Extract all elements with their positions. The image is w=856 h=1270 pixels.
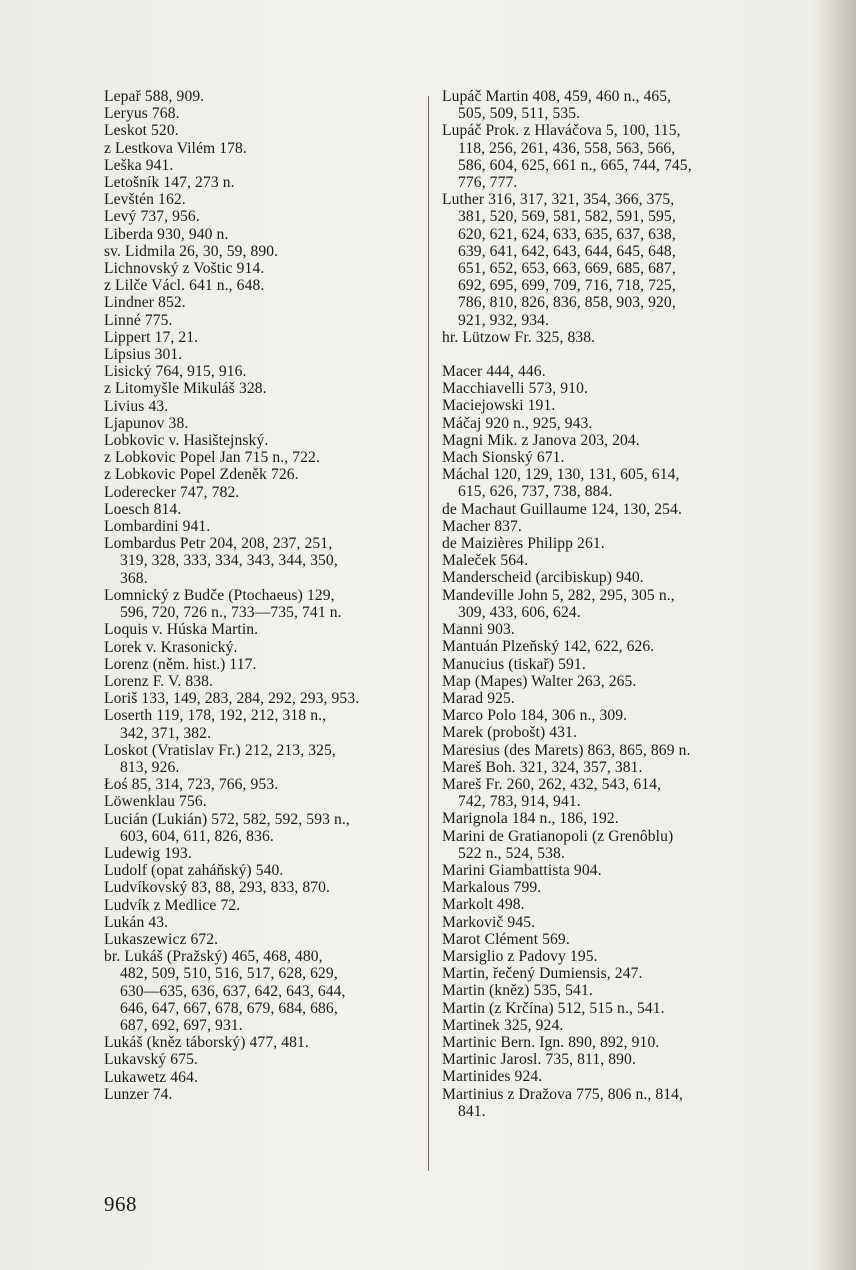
index-entry xyxy=(442,931,754,948)
index-entry xyxy=(104,105,422,122)
entry-line: Máchal 120, 129, 130, 131, 605, 614, xyxy=(442,466,680,484)
index-entry xyxy=(104,639,422,656)
entry-continuation-line: 776, 777. xyxy=(458,174,518,192)
index-entry xyxy=(442,742,754,759)
entry-line: de Maizières Philipp 261. xyxy=(442,535,605,553)
entry-line: Lindner 852. xyxy=(104,294,186,312)
entry-line: z Litomyšle Mikuláš 328. xyxy=(104,380,267,398)
entry-line: Markolt 498. xyxy=(442,896,525,914)
index-entry xyxy=(104,88,422,105)
index-entry xyxy=(442,810,754,827)
index-entry xyxy=(442,896,754,913)
entry-continuation-line: 646, 647, 667, 678, 679, 684, 686, xyxy=(120,999,338,1017)
entry-continuation-line: 620, 621, 624, 633, 635, 637, 638, xyxy=(458,225,676,243)
entry-line: Marignola 184 n., 186, 192. xyxy=(442,810,619,828)
entry-line: z Lestkova Vilém 178. xyxy=(104,139,247,157)
entry-line: Lipsius 301. xyxy=(104,346,183,364)
entry-line: Łoś 85, 314, 723, 766, 953. xyxy=(104,776,279,794)
index-entry xyxy=(442,1000,754,1017)
index-entry xyxy=(442,1086,754,1120)
index-entry xyxy=(104,1069,422,1086)
index-entry xyxy=(442,363,754,380)
index-entry xyxy=(104,122,422,139)
index-entry xyxy=(104,191,422,208)
entry-line: Markovič 945. xyxy=(442,913,536,931)
index-entry xyxy=(442,776,754,810)
entry-line: Loskot (Vratislav Fr.) 212, 213, 325, xyxy=(104,741,336,759)
entry-line: Lunzer 74. xyxy=(104,1085,173,1103)
index-entry xyxy=(442,415,754,432)
entry-line: Lippert 17, 21. xyxy=(104,328,199,346)
index-entry xyxy=(442,673,754,690)
entry-continuation-line: 586, 604, 625, 661 n., 665, 744, 745, xyxy=(458,156,692,174)
index-entry xyxy=(104,948,422,1034)
entry-line: Máčaj 920 n., 925, 943. xyxy=(442,414,593,432)
index-entry xyxy=(442,828,754,862)
index-entry xyxy=(104,398,422,415)
index-entry xyxy=(104,914,422,931)
index-entry xyxy=(104,346,422,363)
index-entry xyxy=(442,656,754,673)
entry-line: Martinius z Dražova 775, 806 n., 814, xyxy=(442,1085,684,1103)
index-entry xyxy=(104,277,422,294)
entry-line: Lichnovský z Voštic 914. xyxy=(104,260,265,278)
index-entry xyxy=(104,260,422,277)
index-entry xyxy=(442,432,754,449)
index-entry xyxy=(104,793,422,810)
index-entry xyxy=(442,569,754,586)
index-entry xyxy=(104,208,422,225)
index-entry xyxy=(442,501,754,518)
index-entry xyxy=(442,1051,754,1068)
entry-line: Loriš 133, 149, 283, 284, 292, 293, 953. xyxy=(104,690,360,708)
entry-continuation-line: 309, 433, 606, 624. xyxy=(458,603,581,621)
page-number: 968 xyxy=(104,1192,137,1216)
index-entry xyxy=(104,226,422,243)
entry-continuation-line: 630—635, 636, 637, 642, 643, 644, xyxy=(120,982,346,1000)
entry-line: Loderecker 747, 782. xyxy=(104,483,240,501)
entry-continuation-line: 118, 256, 261, 436, 558, 563, 566, xyxy=(458,139,676,157)
entry-line: Ludvík z Medlice 72. xyxy=(104,896,241,914)
entry-line: Lorek v. Krasonický. xyxy=(104,638,238,656)
entry-line: Luther 316, 317, 321, 354, 366, 375, xyxy=(442,191,675,209)
entry-line: Lucián (Lukián) 572, 582, 592, 593 n., xyxy=(104,810,350,828)
entry-line: Martin, řečený Dumiensis, 247. xyxy=(442,965,643,983)
entry-line: Manni 903. xyxy=(442,621,515,639)
index-entry xyxy=(104,776,422,793)
entry-line: Lukawetz 464. xyxy=(104,1068,198,1086)
index-entry xyxy=(442,552,754,569)
index-entry xyxy=(104,157,422,174)
index-entry xyxy=(104,690,422,707)
index-entry xyxy=(104,484,422,501)
index-entry xyxy=(442,759,754,776)
entry-line: Levštén 162. xyxy=(104,191,186,209)
entry-line: Martinic Bern. Ign. 890, 892, 910. xyxy=(442,1033,660,1051)
index-entry xyxy=(442,914,754,931)
entry-line: Marsiglio z Padovy 195. xyxy=(442,947,598,965)
entry-continuation-line: 505, 509, 511, 535. xyxy=(458,105,581,123)
entry-continuation-line: 482, 509, 510, 516, 517, 628, 629, xyxy=(120,965,338,983)
entry-line: Map (Mapes) Walter 263, 265. xyxy=(442,672,637,690)
column-divider xyxy=(428,96,429,1171)
entry-line: Mareš Fr. 260, 262, 432, 543, 614, xyxy=(442,775,662,793)
index-entry xyxy=(104,742,422,776)
entry-continuation-line: 603, 604, 611, 826, 836. xyxy=(120,827,274,845)
entry-line: Maleček 564. xyxy=(442,552,529,570)
entry-continuation-line: 651, 652, 653, 663, 669, 685, 687, xyxy=(458,260,676,278)
index-entry xyxy=(104,931,422,948)
index-entry xyxy=(104,1086,422,1103)
entry-line: Ludvíkovský 83, 88, 293, 833, 870. xyxy=(104,879,331,897)
index-entry xyxy=(442,982,754,999)
entry-line: Lobkovic v. Hasištejnský. xyxy=(104,432,269,450)
index-entry xyxy=(442,122,754,191)
index-group-lu xyxy=(442,88,754,346)
entry-continuation-line: 813, 926. xyxy=(120,758,180,776)
index-entry xyxy=(104,862,422,879)
index-entry xyxy=(104,501,422,518)
index-entry xyxy=(104,673,422,690)
entry-continuation-line: 342, 371, 382. xyxy=(120,724,212,742)
entry-line: Lombardus Petr 204, 208, 237, 251, xyxy=(104,535,333,553)
index-entry xyxy=(442,965,754,982)
index-entry xyxy=(104,707,422,741)
entry-line: Leška 941. xyxy=(104,156,174,174)
index-entry xyxy=(104,897,422,914)
entry-line: Lomnický z Budče (Ptochaeus) 129, xyxy=(104,586,335,604)
entry-continuation-line: 687, 692, 697, 931. xyxy=(120,1016,243,1034)
entry-line: Martinek 325, 924. xyxy=(442,1016,564,1034)
section-gap xyxy=(442,346,754,363)
entry-line: Lupáč Prok. z Hlaváčova 5, 100, 115, xyxy=(442,122,681,140)
entry-line: Mach Sionský 671. xyxy=(442,449,565,467)
entry-line: Martinic Jarosl. 735, 811, 890. xyxy=(442,1051,636,1069)
index-entry xyxy=(104,415,422,432)
index-entry xyxy=(104,174,422,191)
entry-line: sv. Lidmila 26, 30, 59, 890. xyxy=(104,242,279,260)
entry-line: Ljapunov 38. xyxy=(104,414,189,432)
entry-line: Löwenklau 756. xyxy=(104,793,207,811)
entry-line: Lukáš (kněz táborský) 477, 481. xyxy=(104,1034,309,1052)
index-entry xyxy=(442,879,754,896)
entry-line: Maresius (des Marets) 863, 865, 869 n. xyxy=(442,741,691,759)
entry-line: Lombardini 941. xyxy=(104,518,211,536)
index-entry xyxy=(104,1034,422,1051)
index-entry xyxy=(442,621,754,638)
entry-line: Lupáč Martin 408, 459, 460 n., 465, xyxy=(442,88,672,105)
entry-line: Lukaszewicz 672. xyxy=(104,930,219,948)
entry-line: Marot Clément 569. xyxy=(442,930,570,948)
entry-continuation-line: 639, 641, 642, 643, 644, 645, 648, xyxy=(458,242,676,260)
entry-continuation-line: 319, 328, 333, 334, 343, 344, 350, xyxy=(120,552,338,570)
entry-continuation-line: 786, 810, 826, 836, 858, 903, 920, xyxy=(458,294,676,312)
entry-continuation-line: 615, 626, 737, 738, 884. xyxy=(458,483,613,501)
index-entry xyxy=(442,690,754,707)
entry-line: Loserth 119, 178, 192, 212, 318 n., xyxy=(104,707,327,725)
entry-line: Letošník 147, 273 n. xyxy=(104,174,235,192)
entry-line: Linné 775. xyxy=(104,311,173,329)
index-entry xyxy=(442,191,754,329)
entry-line: Lukán 43. xyxy=(104,913,169,931)
index-entry xyxy=(104,380,422,397)
entry-line: Lukavský 675. xyxy=(104,1051,198,1069)
index-entry xyxy=(104,518,422,535)
entry-continuation-line: 596, 720, 726 n., 733—735, 741 n. xyxy=(120,604,342,622)
entry-line: br. Lukáš (Pražský) 465, 468, 480, xyxy=(104,948,323,966)
index-entry xyxy=(104,845,422,862)
entry-continuation-line: 841. xyxy=(458,1102,486,1120)
index-entry xyxy=(442,1068,754,1085)
entry-continuation-line: 921, 932, 934. xyxy=(458,311,550,329)
index-entry xyxy=(104,466,422,483)
index-entry xyxy=(442,466,754,500)
entry-line: Macher 837. xyxy=(442,517,522,535)
entry-line: Martin (z Krčína) 512, 515 n., 541. xyxy=(442,999,665,1017)
entry-line: Mantuán Plzeňský 142, 622, 626. xyxy=(442,638,655,656)
index-entry xyxy=(104,656,422,673)
index-column-right xyxy=(442,88,754,1120)
entry-line: Liberda 930, 940 n. xyxy=(104,225,229,243)
entry-line: Loesch 814. xyxy=(104,500,182,518)
index-entry xyxy=(104,587,422,621)
entry-line: Magni Mik. z Janova 203, 204. xyxy=(442,431,640,449)
entry-line: Manderscheid (arcibiskup) 940. xyxy=(442,569,644,587)
entry-line: Ludolf (opat zaháňský) 540. xyxy=(104,862,284,880)
entry-line: Manucius (tiskař) 591. xyxy=(442,655,586,673)
entry-continuation-line: 368. xyxy=(120,569,148,587)
index-entry xyxy=(104,535,422,587)
entry-line: Livius 43. xyxy=(104,397,169,415)
entry-line: Marek (probošt) 431. xyxy=(442,724,577,742)
index-entry xyxy=(442,948,754,965)
entry-line: z Lilče Václ. 641 n., 648. xyxy=(104,277,265,295)
entry-line: Levý 737, 956. xyxy=(104,208,200,226)
entry-line: Macer 444, 446. xyxy=(442,363,546,381)
entry-line: Maciejowski 191. xyxy=(442,397,556,415)
index-entry xyxy=(104,294,422,311)
entry-line: Marad 925. xyxy=(442,689,515,707)
entry-line: z Lobkovic Popel Jan 715 n., 722. xyxy=(104,449,320,467)
entry-line: Lorenz F. V. 838. xyxy=(104,672,214,690)
index-entry xyxy=(104,243,422,260)
index-entry xyxy=(442,707,754,724)
index-entry xyxy=(442,862,754,879)
entry-line: Lisický 764, 915, 916. xyxy=(104,363,247,381)
entry-line: Marco Polo 184, 306 n., 309. xyxy=(442,707,628,725)
entry-line: Marini Giambattista 904. xyxy=(442,861,602,879)
index-entry xyxy=(104,140,422,157)
index-entry xyxy=(442,1034,754,1051)
index-entry xyxy=(442,88,754,122)
entry-line: Leryus 768. xyxy=(104,105,180,123)
index-entry xyxy=(442,397,754,414)
entry-continuation-line: 742, 783, 914, 941. xyxy=(458,793,581,811)
index-entry xyxy=(104,449,422,466)
index-group-ma xyxy=(442,363,754,1120)
entry-line: Lorenz (něm. hist.) 117. xyxy=(104,655,257,673)
entry-line: Markalous 799. xyxy=(442,879,542,897)
index-column-left xyxy=(104,88,422,1103)
entry-line: Ludewig 193. xyxy=(104,844,192,862)
entry-continuation-line: 692, 695, 699, 709, 716, 718, 725, xyxy=(458,277,676,295)
index-entry xyxy=(442,329,754,346)
index-entry xyxy=(442,518,754,535)
index-entry xyxy=(104,811,422,845)
index-entry xyxy=(442,380,754,397)
index-entry xyxy=(442,449,754,466)
entry-line: Mandeville John 5, 282, 295, 305 n., xyxy=(442,586,675,604)
index-entry xyxy=(442,638,754,655)
entry-line: Loquis v. Húska Martin. xyxy=(104,621,259,639)
entry-continuation-line: 381, 520, 569, 581, 582, 591, 595, xyxy=(458,208,676,226)
entry-continuation-line: 522 n., 524, 538. xyxy=(458,844,565,862)
entry-line: z Lobkovic Popel Zdeněk 726. xyxy=(104,466,299,484)
entry-line: Martinides 924. xyxy=(442,1068,543,1086)
index-entry xyxy=(442,535,754,552)
entry-line: Marini de Gratianopoli (z Grenôblu) xyxy=(442,827,674,845)
index-entry xyxy=(104,329,422,346)
entry-line: Macchiavelli 573, 910. xyxy=(442,380,588,398)
index-entry xyxy=(442,1017,754,1034)
index-entry xyxy=(104,879,422,896)
entry-line: hr. Lützow Fr. 325, 838. xyxy=(442,328,596,346)
index-entry xyxy=(104,312,422,329)
entry-line: Martin (kněz) 535, 541. xyxy=(442,982,593,1000)
entry-line: Lepař 588, 909. xyxy=(104,88,205,105)
entry-line: Leskot 520. xyxy=(104,122,179,140)
index-entry xyxy=(104,363,422,380)
index-entry xyxy=(104,432,422,449)
index-entry xyxy=(442,587,754,621)
entry-line: Mareš Boh. 321, 324, 357, 381. xyxy=(442,758,643,776)
index-entry xyxy=(104,1051,422,1068)
entry-line: de Machaut Guillaume 124, 130, 254. xyxy=(442,500,682,518)
index-entry xyxy=(104,621,422,638)
index-entry xyxy=(442,724,754,741)
